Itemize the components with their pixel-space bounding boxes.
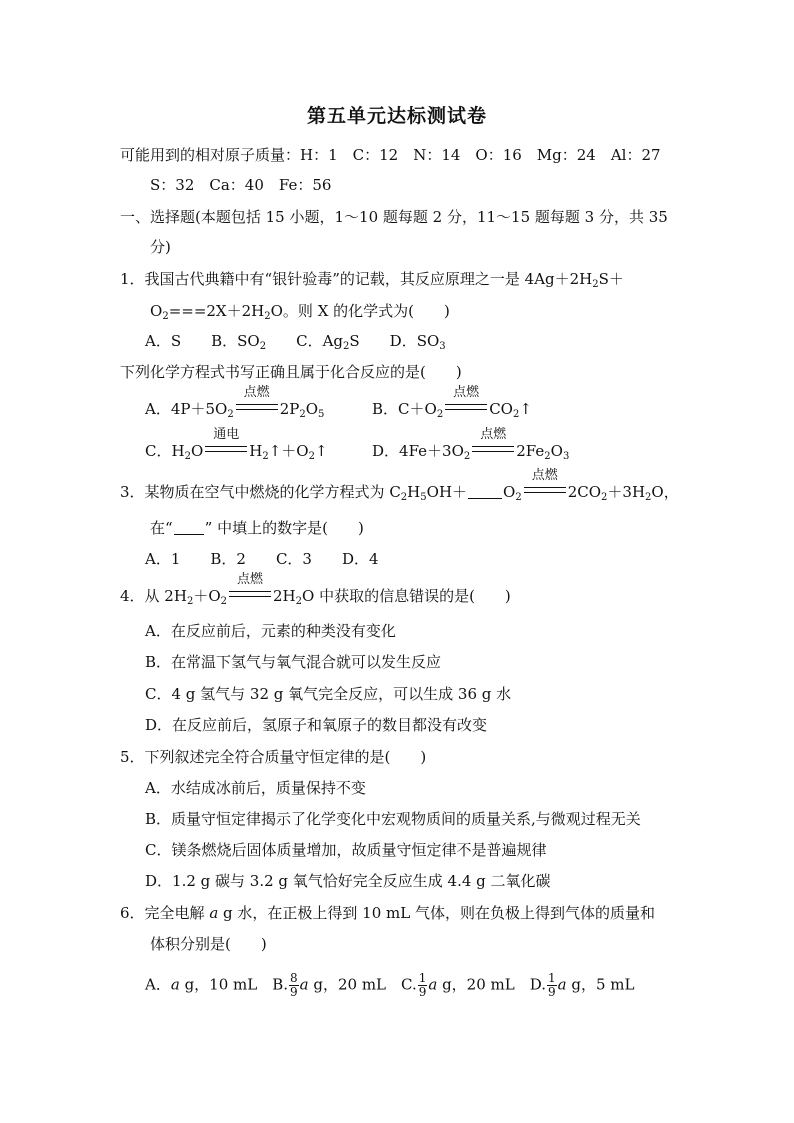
question-2-option-d: D．$4Fe+3O_2$ 点燃 $2Fe_2O_3$ <box>372 427 570 462</box>
reaction-arrow: 点燃 <box>472 444 514 454</box>
atomic-masses-line1: 可能用到的相对原子质量：H：1 C：12 N：14 O：16 Mg：24 Al：27 <box>120 146 661 164</box>
fraction: $\frac{1}{9}$ <box>418 971 427 999</box>
question-2-option-a: A．$4P+5O_2$ 点燃 $2P_2O_5$ <box>145 385 325 420</box>
question-3-options: A．1 B．2 C．3 D．4 <box>145 550 379 568</box>
reaction-arrow: 点燃 <box>229 589 271 599</box>
section-heading-line1: 一、选择题(本题包括 15 小题，1～10 题每题 2 分，11～15 题每题 3 分，共 35 <box>120 208 668 226</box>
reaction-arrow: 点燃 <box>236 402 278 412</box>
fill-blank <box>468 484 502 499</box>
atomic-masses-line2: S：32 Ca：40 Fe：56 <box>150 176 332 194</box>
question-4-option-d: D．在反应前后，氢原子和氧原子的数目都没有改变 <box>145 716 488 734</box>
question-2-option-b: B．$C+O_2$ 点燃 $CO_2↑$ <box>372 385 532 420</box>
question-4-option-b: B．在常温下氢气与氧气混合就可以发生反应 <box>145 653 442 671</box>
section-heading-line2: 分) <box>150 238 171 256</box>
question-5-option-d: D．1.2 g 碳与 3.2 g 氧气恰好完全反应生成 4.4 g 二氧化碳 <box>145 872 551 890</box>
page-title: 第五单元达标测试卷 <box>306 105 487 127</box>
question-4-stem: 4．从 $2H_2+O_2$ 点燃 $2H_2O$ 中获取的信息错误的是( ) <box>120 572 511 607</box>
question-6-options: A．a g，10 mL B. $\frac{8}{9}$ a g，20 mL C. $\frac{1}{9}$ a g，20 mL D. $\frac{1}{9}$ a g，5 mL <box>145 971 635 999</box>
question-1-options: A．S B．$SO_2$ C．$Ag_2S$ D．$SO_3$ <box>145 332 446 352</box>
fraction: $\frac{8}{9}$ <box>290 971 298 999</box>
fill-blank <box>174 520 204 535</box>
question-1-line1: 1．我国古代典籍中有“银针验毒”的记载，其反应原理之一是 $4Ag+2H_2S+$ <box>120 270 624 290</box>
reaction-arrow: 点燃 <box>445 402 487 412</box>
question-4-option-a: A．在反应前后，元素的种类没有变化 <box>145 622 396 640</box>
question-5-option-b: B．质量守恒定律揭示了化学变化中宏观物质间的质量关系,与微观过程无关 <box>145 810 641 828</box>
question-6-line1: 6．完全电解 a g 水，在正极上得到 10 mL 气体，则在负极上得到气体的质量和 <box>120 904 655 922</box>
question-4-option-c: C．4 g 氢气与 32 g 氧气完全反应，可以生成 36 g 水 <box>145 685 512 703</box>
question-2-stem: 下列化学方程式书写正确且属于化合反应的是( ) <box>120 363 462 381</box>
question-3-line1: 3．某物质在空气中燃烧的化学方程式为 $C_2H_5OH+ O_2$ 点燃 $2CO_2+3H_2O$， <box>120 468 679 503</box>
question-2-option-c: C．$H_2O$ 通电 $H_2↑+O_2↑$ <box>145 427 328 462</box>
question-5-option-a: A．水结成冰前后，质量保持不变 <box>145 779 366 797</box>
question-1-line2: $O_2===2X+2H_2O$。则 X 的化学式为( ) <box>150 302 450 322</box>
question-6-line2: 体积分别是( ) <box>150 935 267 953</box>
question-5-stem: 5．下列叙述完全符合质量守恒定律的是( ) <box>120 748 427 766</box>
question-3-line2: 在“ ” 中填上的数字是( ) <box>150 519 364 537</box>
reaction-arrow: 点燃 <box>524 485 566 495</box>
question-5-option-c: C．镁条燃烧后固体质量增加，故质量守恒定律不是普遍规律 <box>145 841 547 859</box>
reaction-arrow: 通电 <box>205 444 247 454</box>
fraction: $\frac{1}{9}$ <box>547 971 556 999</box>
